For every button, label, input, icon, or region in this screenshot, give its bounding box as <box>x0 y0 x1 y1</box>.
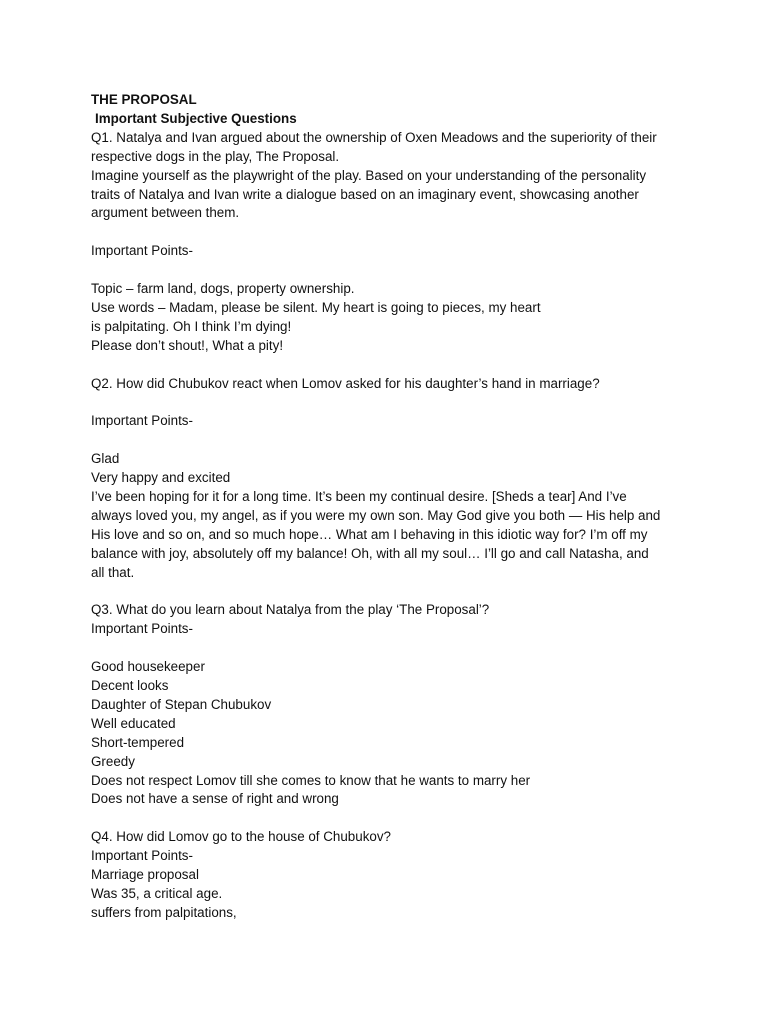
text-line: argument between them. <box>91 205 240 221</box>
text-line: traits of Natalya and Ivan write a dialogue based on an imaginary event, showcasing another <box>91 186 639 202</box>
blank-line <box>91 431 711 450</box>
text-line: balance with joy, absolutely off my balance! Oh, with all my soul… I’ll go and call Natasha, and <box>91 545 649 561</box>
text-line: Q2. How did Chubukov react when Lomov asked for his daughter’s hand in marriage? <box>91 375 600 391</box>
blank-line <box>91 582 711 601</box>
text-line: Imagine yourself as the playwright of the play. Based on your understanding of the personality <box>91 167 647 183</box>
text-line: Use words – Madam, please be silent. My heart is going to pieces, my heart <box>91 299 541 315</box>
text-line: Marriage proposal <box>91 867 199 883</box>
blank-line <box>91 261 711 280</box>
text-line: Please don’t shout!, What a pity! <box>91 337 284 353</box>
document-title: THE PROPOSAL <box>91 92 197 107</box>
blank-line <box>91 639 711 658</box>
text-line: Does not respect Lomov till she comes to know that he wants to marry her <box>91 772 531 788</box>
document-subtitle: Important Subjective Questions <box>95 110 297 126</box>
text-line: Q1. Natalya and Ivan argued about the ownership of Oxen Meadows and the superiority of their <box>91 129 657 145</box>
text-line: Important Points- <box>91 848 193 864</box>
text-line: Daughter of Stepan Chubukov <box>91 696 272 712</box>
text-line: Was 35, a critical age. <box>91 885 223 901</box>
text-line: Important Points- <box>91 243 193 259</box>
blank-line <box>91 223 711 242</box>
text-line: Short-tempered <box>91 734 185 750</box>
text-line: Decent looks <box>91 677 169 693</box>
text-line: Important Points- <box>91 413 193 429</box>
text-line: His love and so on, and so much hope… What am I behaving in this idiotic way for? I’m off my <box>91 526 648 542</box>
text-line: Well educated <box>91 715 176 731</box>
text-line: Topic – farm land, dogs, property ownership. <box>91 281 355 297</box>
blank-line <box>91 356 711 375</box>
text-line: Very happy and excited <box>91 470 231 486</box>
text-line: Glad <box>91 451 120 467</box>
text-line: I’ve been hoping for it for a long time. It’s been my continual desire. [Sheds a tear] And I’ve <box>91 488 627 504</box>
text-line: always loved you, my angel, as if you were my own son. May God give you both — His help and <box>91 507 661 523</box>
text-line: suffers from palpitations, <box>91 904 237 920</box>
text-line: Important Points- <box>91 621 193 637</box>
text-line: all that. <box>91 564 135 580</box>
document-body <box>91 129 711 923</box>
text-line: Q4. How did Lomov go to the house of Chubukov? <box>91 829 391 845</box>
blank-line <box>91 393 711 412</box>
text-line: is palpitating. Oh I think I’m dying! <box>91 318 292 334</box>
text-line: Greedy <box>91 753 135 769</box>
text-line: Good housekeeper <box>91 659 205 675</box>
text-line: respective dogs in the play, The Proposal. <box>91 148 340 164</box>
text-line: Q3. What do you learn about Natalya from the play ‘The Proposal’? <box>91 602 490 618</box>
document-page <box>91 91 711 923</box>
blank-line <box>91 809 711 828</box>
text-line: Does not have a sense of right and wrong <box>91 791 339 807</box>
